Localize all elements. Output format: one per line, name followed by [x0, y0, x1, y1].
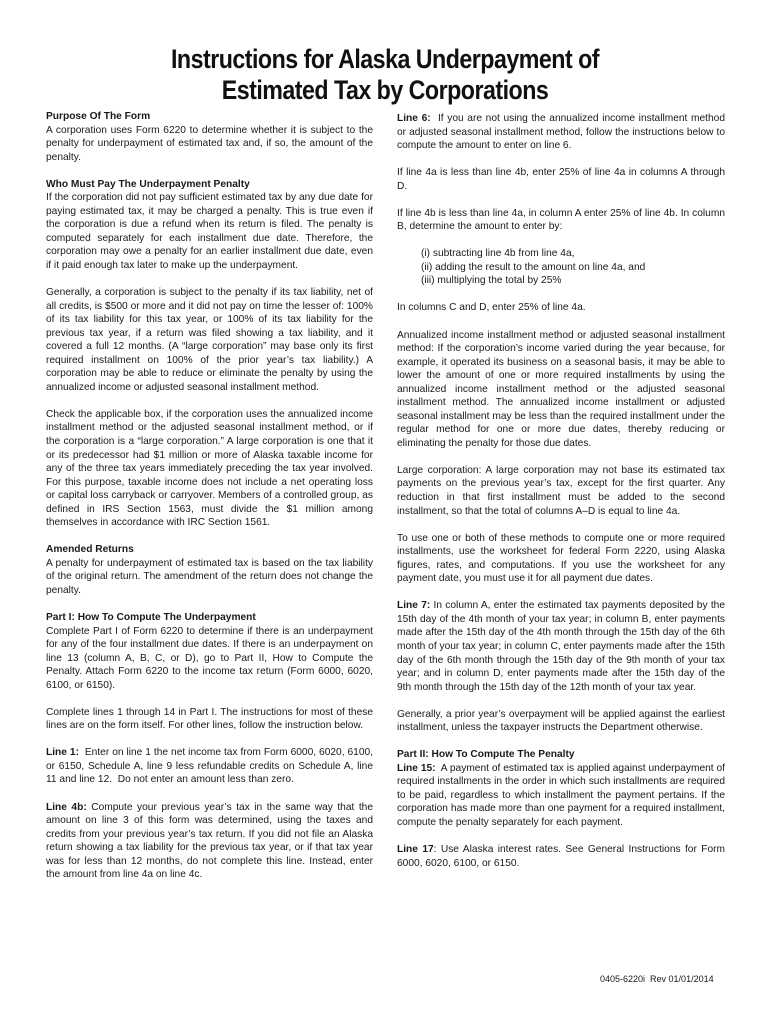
columns-cd-paragraph: In columns C and D, enter 25% of line 4a.: [397, 302, 586, 314]
overpayment-paragraph: Generally, a prior year’s overpayment will be applied against the earliest installment, unless the taxpayer instructs the Department otherwise.: [397, 708, 725, 734]
line17-label: Line 17: [397, 844, 434, 856]
line6-text: If you are not using the annualized income installment method or adjusted seasonal installment method, follow the instructions below to compute the amount to enter on line 6.: [397, 113, 728, 152]
line4a-less-paragraph: If line 4a is less than line 4b, enter 25% of line 4a in columns A through D.: [397, 167, 725, 192]
amended-returns-text: A penalty for underpayment of estimated tax is based on the tax liability of the original return. The amendment of the return does not change the penalty.: [46, 557, 373, 596]
line17-paragraph: [397, 843, 725, 870]
line15-text: A payment of estimated tax is applied against underpayment of required installments in the order in which such installments are required to be paid, regardless to which installment the payment pertains. If the corporation has made more than one payment for a required installment, compute the penalty separately for each payment.: [397, 762, 728, 828]
list-item: (iii) multiplying the total by 25%: [421, 275, 562, 287]
line7-label: Line 7:: [397, 600, 431, 612]
part1-section: [46, 611, 373, 692]
computation-steps-list: [421, 247, 725, 288]
list-item: (i) subtracting line 4b from line 4a,: [421, 248, 575, 260]
amended-returns-section: [46, 543, 373, 597]
purpose-heading: Purpose Of The Form: [46, 111, 151, 122]
part1-heading: Part I: How To Compute The Underpayment: [46, 612, 256, 623]
line1-paragraph: [46, 746, 376, 787]
line1-text: Enter on line 1 the net income tax from Form 6000, 6020, 6100, or 6150, Schedule A, line 9 less refundable credits on Schedule A, line 11 and line 12. Do not enter an amount less than zero.: [46, 747, 376, 786]
line1-label: Line 1:: [46, 747, 79, 759]
line7-text: In column A, enter the estimated tax payments deposited by the 15th day of the 4th month of your tax year; in column B, enter payments made after the 15th day of the 4th month through the 15th day of the 6th month of your tax year; in column C, enter payments made after the 15th day of the 6th month through the 15th day of the 9th month of your tax year; and in column D, enter payments made after the 15th day of the 9th month through the 15th day of the 12th month of your tax year.: [397, 600, 728, 693]
form-revision-footer: 0405-6220i Rev 01/01/2014: [600, 974, 714, 984]
line7-paragraph: [397, 599, 728, 694]
large-corporation-paragraph: Large corporation: A large corporation may not base its estimated tax payments on the previous year’s tax, except for the first quarter. Any reduction in that first installment must be added to the second installment, so that the total of columns A–D is equal to line 4a.: [397, 464, 725, 517]
line15-label: Line 15:: [397, 762, 436, 774]
who-must-pay-section: [46, 178, 373, 273]
title-line-2: Estimated Tax by Corporations: [221, 75, 549, 105]
line6-paragraph: [397, 112, 728, 153]
right-column: [397, 112, 728, 870]
left-column: [46, 110, 376, 882]
line4b-label: Line 4b:: [46, 801, 87, 813]
title-line-1: Instructions for Alaska Underpayment of: [170, 44, 600, 74]
part2-heading: Part II: How To Compute The Penalty: [397, 749, 575, 761]
list-item: (ii) adding the result to the amount on line 4a, and: [421, 261, 646, 273]
annualized-paragraph: Annualized income installment method or adjusted seasonal installment method: If the corporation’s income varied during the year because, for example, it operated its business on a seasonal basis, it may be able to lower the amount of one or more required installments by using the annualized income installment method or the adjusted seasonal installment method. The annualized income installment or adjusted seasonal installment may be less than the required installment under the regular method for one or more due dates, thereby reducing or eliminating the penalty for those due dates.: [397, 329, 725, 449]
complete-lines-paragraph: Complete lines 1 through 14 in Part I. The instructions for most of these lines are on the form itself. For other lines, follow the instruction below.: [46, 706, 373, 732]
purpose-text: A corporation uses Form 6220 to determine whether it is subject to the penalty for underpayment of estimated tax and, if so, the amount of the penalty.: [46, 124, 373, 163]
page-title: [54, 44, 716, 106]
part1-text: Complete Part I of Form 6220 to determine if there is an underpayment for any of the four installment due dates. If there is an underpayment on line 13 (column A, B, C, or D), go to Part II, How to Compute the Penalty. Attach Form 6220 to the income tax return (Form 6000, 6020, 6100, or 6150).: [46, 625, 373, 691]
check-box-paragraph: Check the applicable box, if the corporation uses the annualized income installment method or the adjusted seasonal installment method, or if the corporation is a “large corporation.” A large corporation is one that it or its predecessor had $1 million or more of Alaska taxable income for any of the three tax years immediately preceding the tax year involved. For this purpose, taxable income does not include a net operating loss or capital loss carryback or carryover. Members of a controlled group, as defined in IRS Section 1563, must divide the $1 million among themselves in accordance with IRC Section 1561.: [46, 408, 373, 529]
line6-label: Line 6:: [397, 113, 431, 124]
part2-section: [397, 748, 728, 829]
generally-paragraph: Generally, a corporation is subject to the penalty if its tax liability, net of all credits, is $500 or more and it did not pay on time the lesser of: 100% of its tax liability for this tax year, or 100% of its tax liability for the previous tax year, if a return was filed showing a tax liability, and it covered a full 12 months. (A “large corporation” may base only its first required installment on 100% of the prior year’s tax liability.) A corporation may be able to reduce or eliminate the penalty by using the annualized income or adjusted seasonal installment method.: [46, 287, 373, 393]
line4b-text: Compute your previous year’s tax in the same way that the amount on line 3 of this form was determined, using the taxes and credits from your previous year’s tax return. If you did not file an Alaska return showing a tax liability for the previous tax year, or if that tax year was for less than 12 months, do not complete this line. Instead, enter the amount from line 4a on line 4c.: [46, 801, 376, 881]
who-must-pay-text: If the corporation did not pay sufficient estimated tax by any due date for paying estimated tax, it may be charged a penalty. This is true even if the corporation is due a refund when its return is filed. The penalty is computed separately for each installment due date. Therefore, the corporation may owe a penalty for an earlier installment due date, even if it paid enough tax later to make up the underpayment.: [46, 192, 373, 271]
line4b-less-paragraph: If line 4b is less than line 4a, in column A enter 25% of line 4b. In column B, determine the amount to enter by:: [397, 207, 725, 233]
who-must-pay-heading: Who Must Pay The Underpayment Penalty: [46, 178, 250, 190]
purpose-section: [46, 110, 373, 164]
line17-text: : Use Alaska interest rates. See General Instructions for Form 6000, 6020, 6100, or 6150.: [397, 844, 725, 869]
line4b-paragraph: [46, 801, 376, 882]
worksheet-paragraph: To use one or both of these methods to compute one or more required installments, use the worksheet for federal Form 2220, using Alaska figures, rates, and computations. If you use the worksheet for any payment date, you must use it for all payment due dates.: [397, 532, 725, 585]
amended-returns-heading: Amended Returns: [46, 544, 134, 556]
